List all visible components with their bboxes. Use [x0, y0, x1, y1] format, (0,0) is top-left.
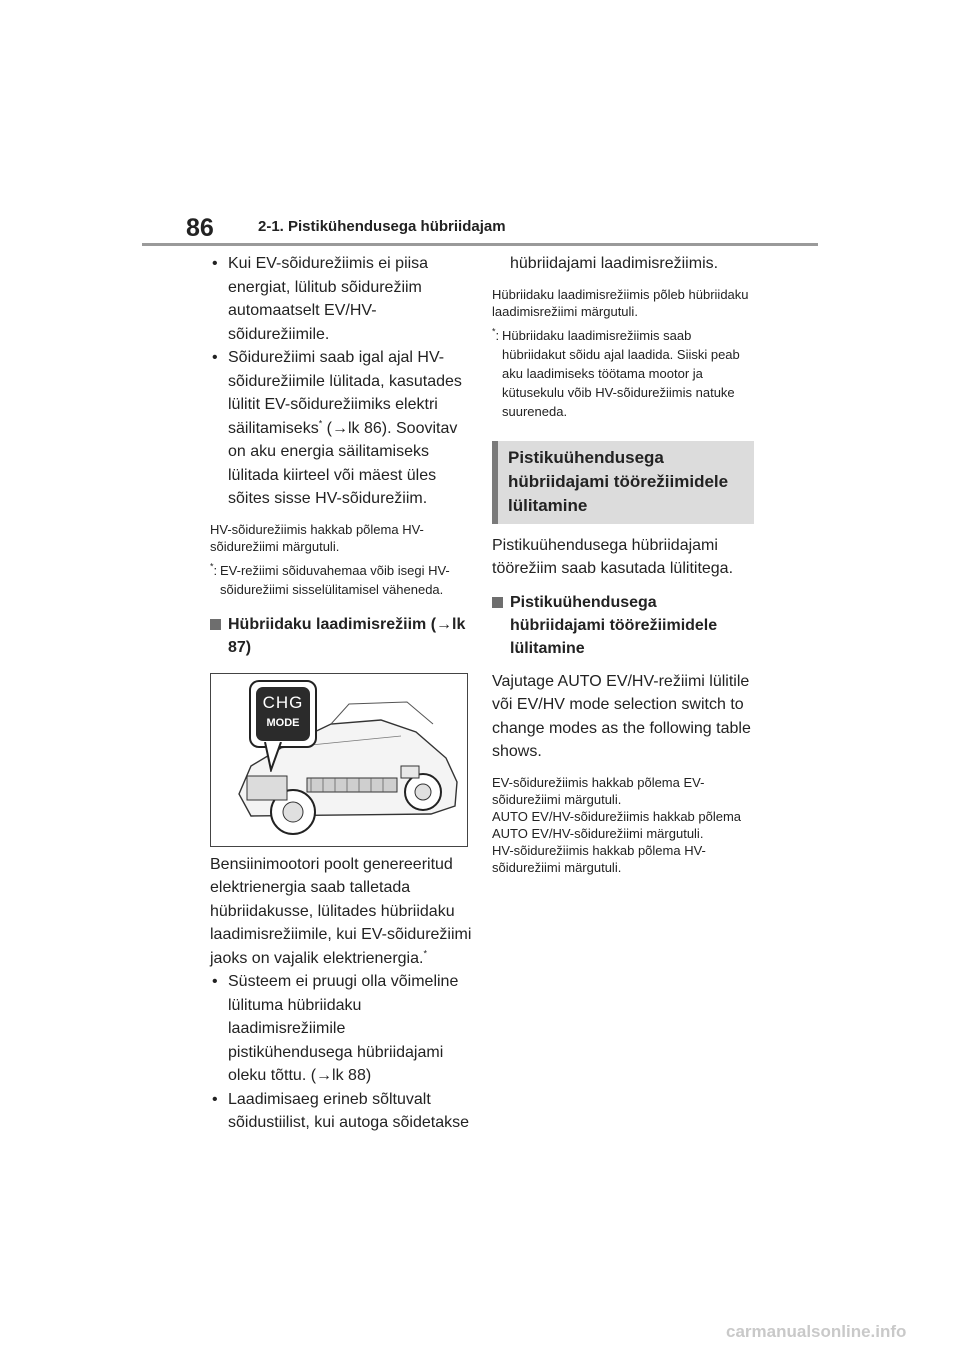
section-title: Pistikuühendusega hübriidajami töörežiimidele lülitamine [508, 447, 729, 515]
indicator-note: HV-sõidurežiimis hakkab põlema HV-sõidurežiimi märgutuli. [210, 521, 424, 554]
square-bullet-icon [210, 619, 221, 630]
footnote-mark: *: [492, 326, 500, 343]
right-column [492, 252, 754, 876]
chapter-title: 2-1. Pistikühendusega hübriidajam [258, 218, 506, 235]
watermark: carmanualsonline.info [726, 1322, 907, 1341]
bullet-icon: • [212, 255, 218, 272]
chg-mode-callout [249, 680, 317, 748]
list-item: • Kui EV-sõidurežiimis ei piisa energiat, lülitub sõidurežiim automaatselt EV/HV-sõidurežiimile. [210, 252, 472, 346]
list-item: • Laadimisaeg erineb sõltuvalt sõidustiilist, kui autoga sõidetakse [210, 1088, 472, 1135]
bullet-icon: • [212, 1090, 218, 1108]
callout-pointer [261, 742, 291, 772]
vehicle-illustration [210, 673, 468, 847]
list-item: • Süsteem ei pruugi olla võimeline lülituma hübriidaku laadimisrežiimile pistikühendusega hübriidajami oleku tõttu. (→lk 88) [210, 970, 472, 1088]
subheading-mode-switch: Pistikuühendusega hübriidajami töörežiimidele lülitamine [492, 591, 754, 660]
mode-note: AUTO EV/HV-sõidurežiimis hakkab põlema AUTO EV/HV-sõidurežiimi märgutuli. [492, 808, 742, 841]
bullet-icon: • [212, 973, 218, 990]
bullet-icon: • [212, 349, 218, 366]
subheading-charge-mode: Hübriidaku laadimisrežiim (→lk 87) [210, 613, 472, 659]
left-column [210, 252, 472, 1135]
paragraph-switch: Vajutage AUTO EV/HV-režiimi lülitile või EV/HV mode selection switch to change modes as the following table shows. [492, 672, 751, 760]
section-title-box [492, 441, 754, 524]
footnote: *: Hübriidaku laadimisrežiimis saab hübriidakut sõidu ajal laadida. Siiski peab aku laadimiseks töötama mootor ja kütusekulu võib HV-sõidurežiimis natuke suureneda. [492, 326, 740, 419]
header-rule [142, 243, 818, 246]
continuation-text: hübriidajami laadimisrežiimis. [510, 255, 719, 272]
page-number: 86 [186, 214, 214, 242]
mode-notes [492, 774, 754, 876]
mode-note: EV-sõidurežiimis hakkab põlema EV-sõidurežiimi märgutuli. [492, 774, 705, 807]
mode-note: HV-sõidurežiimis hakkab põlema HV-sõidurežiimi märgutuli. [492, 842, 706, 875]
paragraph-charge-mode: Bensiinimootori poolt genereeritud elektrienergia saab talletada hübriidakusse, lülitades hübriidaku laadimisrežiimile, kui EV-sõidurežiimi jaoks on vajalik elektrienergia.* [210, 855, 472, 967]
page-header [0, 0, 960, 250]
footnote: *: EV-režiimi sõiduvahemaa võib isegi HV-sõidurežiimi sisselülitamisel väheneda. [210, 561, 450, 597]
paragraph-modes: Pistikuühendusega hübriidajami töörežiim saab kasutada lülititega. [492, 536, 734, 577]
footnote-ref: * [318, 418, 323, 429]
footnote-ref: * [423, 948, 427, 959]
footnote-mark: *: [210, 561, 218, 578]
chg-mode-button-icon: CHG MODE [256, 687, 310, 741]
square-bullet-icon [492, 597, 503, 608]
list-item: • Sõidurežiimi saab igal ajal HV-sõidurežiimile lülitada, kasutades lülitit EV-sõidurežiimiks elektri säilitamiseks* (→lk 86). Soovitav on aku energia säilitamiseks lülitada kiirteel või mäest üles sõites sisse HV-sõidurežiim. [210, 346, 472, 511]
indicator-note: Hübriidaku laadimisrežiimis põleb hübriidaku laadimisrežiimi märgutuli. [492, 286, 749, 319]
